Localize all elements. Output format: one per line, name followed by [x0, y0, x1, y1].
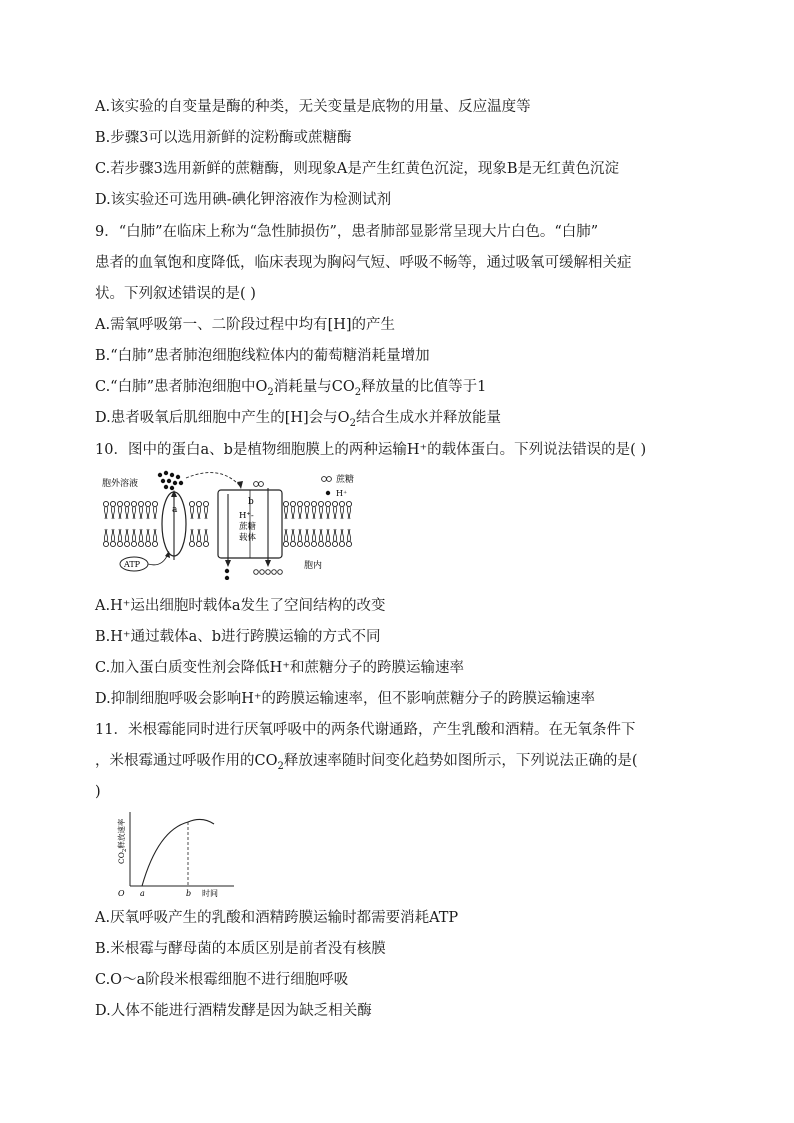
membrane-transport-figure: [100, 468, 370, 580]
legend-sucrose-icon: [322, 477, 332, 482]
q10-option-a: A.H⁺运出细胞时载体a发生了空间结构的改变: [95, 598, 386, 614]
origin-label: O: [118, 889, 125, 898]
q8-option-d: D.该实验还可选用碘-碘化钾溶液作为检测试剂: [95, 192, 392, 208]
outside-solution-label: 胞外溶液: [102, 479, 139, 489]
sucrose-outside: [254, 482, 264, 487]
q11-option-d: D.人体不能进行酒精发酵是因为缺乏相关酶: [95, 1003, 372, 1019]
q9-option-c: C.“白肺”患者肺泡细胞中$O_2$消耗量与$CO_2$释放量的比值等于1: [95, 379, 487, 398]
inside-label: 胞内: [304, 561, 323, 571]
lipid-bilayer-left: [103, 501, 157, 546]
legend-h-label: H⁺: [336, 489, 348, 498]
q11-stem-line3: ): [95, 784, 101, 800]
co2-release-rate-graph: [110, 810, 240, 898]
q9-option-d: D.患者吸氧后肌细胞中产生的[H]会与$O_2$结合生成水并释放能量: [95, 410, 501, 429]
lipid-bilayer-right: [283, 501, 351, 546]
svg-text:载体: 载体: [239, 533, 257, 543]
q8-option-b: B.步骤3可以选用新鲜的淀粉酶或蔗糖酶: [95, 130, 352, 146]
protein-b-label: b: [248, 497, 254, 507]
tick-a-label: a: [140, 889, 145, 898]
tick-b-label: b: [186, 889, 192, 898]
q8-option-c: C.若步骤3选用新鲜的蔗糖酶，则现象A是产生红黄色沉淀，现象B是无红黄色沉淀: [95, 161, 620, 177]
svg-text:H⁺-: H⁺-: [239, 511, 254, 521]
atp-label: ATP: [124, 560, 141, 569]
svg-text:蔗糖: 蔗糖: [239, 522, 257, 532]
q9-option-a: A.需氧呼吸第一、二阶段过程中均有[H]的产生: [95, 317, 396, 333]
q9-stem-line2: 患者的血氧饱和度降低，临床表现为胸闷气短、呼吸不畅等，通过吸氧可缓解相关症: [95, 255, 632, 271]
h-ion-cluster-outside: [158, 471, 183, 490]
q11-option-a: A.厌氧呼吸产生的乳酸和酒精跨膜运输时都需要消耗ATP: [95, 910, 459, 926]
legend-sucrose-label: 蔗糖: [336, 475, 355, 485]
sucrose-inside: [254, 570, 283, 575]
x-axis-label: 时间: [202, 889, 218, 898]
q10-option-c: C.加入蛋白质变性剂会降低H⁺和蔗糖分子的跨膜运输速率: [95, 660, 464, 676]
q11-option-c: C.O～a阶段米根霉细胞不进行细胞呼吸: [95, 972, 349, 988]
q9-option-b: B.“白肺”患者肺泡细胞线粒体内的葡萄糖消耗量增加: [95, 348, 430, 364]
q8-option-a: A.该实验的自变量是酶的种类，无关变量是底物的用量、反应温度等: [95, 99, 531, 115]
co2-curve: [142, 819, 214, 886]
q11-stem-line1: 11．米根霉能同时进行厌氧呼吸中的两条代谢通路，产生乳酸和酒精。在无氧条件下: [95, 722, 636, 738]
lipid-bilayer-middle: [189, 501, 208, 546]
q10-option-b: B.H⁺通过载体a、b进行跨膜运输的方式不同: [95, 629, 381, 645]
q9-stem-line1: 9．“白肺”在临床上称为“急性肺损伤”，患者肺部显影常呈现大片白色。“白肺”: [95, 224, 599, 240]
protein-a-label: a: [172, 505, 178, 515]
y-axis-label: [116, 818, 128, 864]
q11-stem-line2: ，米根霉通过呼吸作用的$CO_2$释放速率随时间变化趋势如图所示，下列说法正确的是(: [95, 753, 638, 772]
q10-option-d: D.抑制细胞呼吸会影响H⁺的跨膜运输速率，但不影响蔗糖分子的跨膜运输速率: [95, 691, 596, 707]
q10-stem: 10．图中的蛋白a、b是植物细胞膜上的两种运输H⁺的载体蛋白。下列说法错误的是( ): [95, 442, 647, 458]
legend-h-icon: [326, 491, 330, 495]
q11-option-b: B.米根霉与酵母菌的本质区别是前者没有核膜: [95, 941, 386, 957]
q9-stem-line3: 状。下列叙述错误的是( ): [95, 286, 256, 302]
svg-text:CO2释放速率: $CO_2$释放速率: [117, 818, 128, 864]
